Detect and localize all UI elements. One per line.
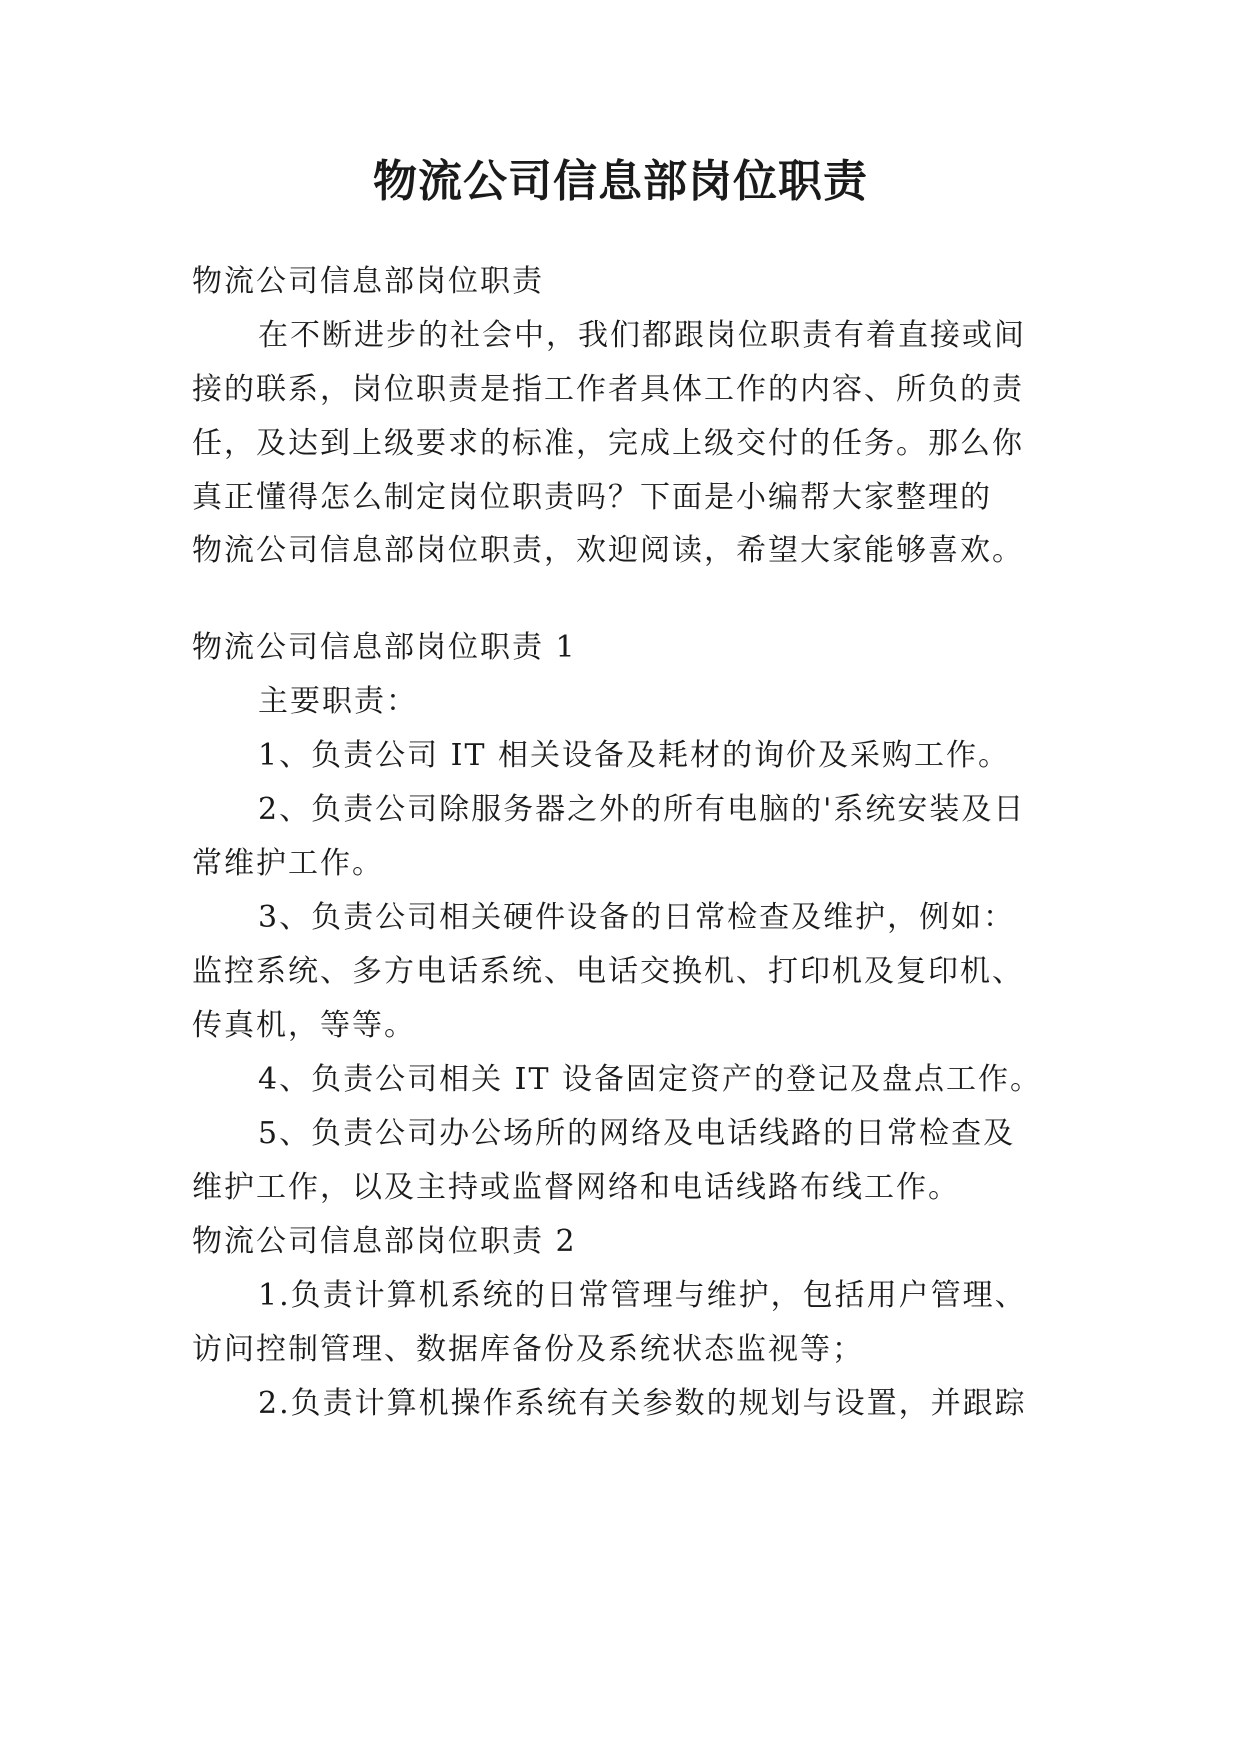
list-item: 2.负责计算机操作系统有关参数的规划与设置，并跟踪 [258,1386,1027,1421]
list-item: 5、负责公司办公场所的网络及电话线路的日常检查及 [258,1116,1016,1151]
section-heading-intro: 物流公司信息部岗位职责 [192,264,544,299]
list-item: 1.负责计算机系统的日常管理与维护，包括用户管理、 [258,1278,1027,1313]
paragraph-line: 物流公司信息部岗位职责，欢迎阅读，希望大家能够喜欢。 [192,533,1024,568]
section-heading-1: 物流公司信息部岗位职责 1 [192,630,577,665]
list-item-continuation: 访问控制管理、数据库备份及系统状态监视等； [192,1332,864,1367]
paragraph-line: 主要职责： [258,684,418,719]
paragraph-line: 在不断进步的社会中，我们都跟岗位职责有着直接或间 [258,318,1026,353]
paragraph-line: 接的联系，岗位职责是指工作者具体工作的内容、所负的责 [192,372,1024,407]
list-item-continuation: 监控系统、多方电话系统、电话交换机、打印机及复印机、 [192,954,1024,989]
list-item: 1、负责公司 IT 相关设备及耗材的询价及采购工作。 [258,738,1011,773]
list-item-continuation: 传真机，等等。 [192,1008,416,1043]
paragraph-line: 真正懂得怎么制定岗位职责吗？下面是小编帮大家整理的 [192,480,992,515]
list-item: 3、负责公司相关硬件设备的日常检查及维护，例如： [258,900,1016,935]
document-title: 物流公司信息部岗位职责 [373,156,868,207]
list-item: 4、负责公司相关 IT 设备固定资产的登记及盘点工作。 [258,1062,1043,1097]
list-item: 2、负责公司除服务器之外的所有电脑的'系统安装及日 [258,792,1026,827]
section-heading-2: 物流公司信息部岗位职责 2 [192,1224,577,1259]
list-item-continuation: 常维护工作。 [192,846,384,881]
paragraph-line: 任，及达到上级要求的标准，完成上级交付的任务。那么你 [192,426,1024,461]
list-item-continuation: 维护工作，以及主持或监督网络和电话线路布线工作。 [192,1170,960,1205]
